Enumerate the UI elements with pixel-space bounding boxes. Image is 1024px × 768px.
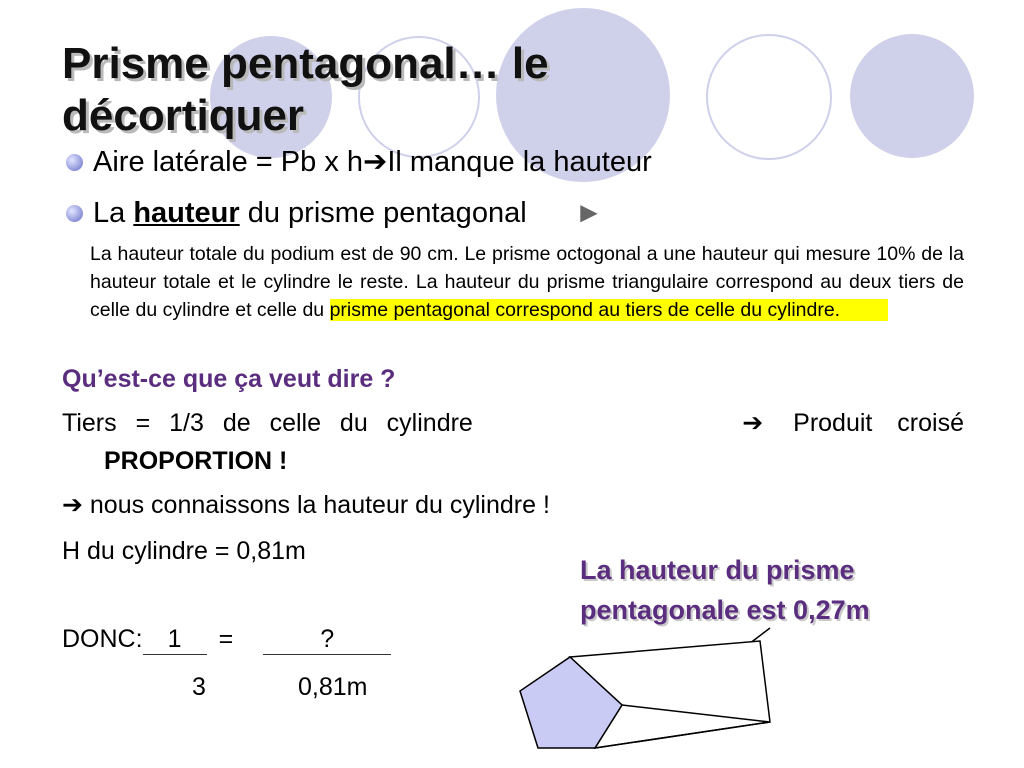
donc-label: DONC:	[62, 625, 143, 653]
proportion-label: PROPORTION !	[104, 447, 288, 475]
question-heading: Qu’est-ce que ça veut dire ?	[62, 365, 396, 393]
bullet-hauteur-bold: hauteur	[133, 197, 240, 229]
arrow-icon: ➔	[742, 409, 764, 437]
numerator-2: ?	[263, 624, 391, 655]
callout-line-2: pentagonale est 0,27m	[580, 595, 870, 625]
bullet-hauteur-post: du prisme pentagonal	[239, 197, 527, 229]
equals-sign: =	[218, 625, 234, 653]
denominator-1: 3	[192, 673, 206, 701]
arrow-icon: ➔	[62, 491, 83, 519]
tiers-text: Tiers = 1/3 de celle du cylindre	[62, 409, 473, 437]
arrow-icon: ➔	[363, 146, 388, 178]
denominator-2: 0,81m	[298, 673, 368, 701]
bullet-hauteur-pre: La	[93, 197, 134, 229]
paragraph-text: La hauteur totale du podium est de 90 cm. Le prisme octogonal a une hauteur qui mesure 10% de la hauteur totale et le cylindre le reste. La hauteur du prisme triangulaire correspond au deux tiers de celle du cylindre et celle du	[90, 243, 964, 321]
produit-croise: Produit croisé	[793, 409, 964, 437]
bullet-aire-text: Aire latérale = Pb x h	[93, 146, 364, 178]
play-icon[interactable]: ►	[574, 197, 604, 229]
callout-line-1: La hauteur du prisme	[580, 555, 855, 585]
numerator-1: 1	[143, 624, 207, 655]
bullet-aire-post: Il manque la hauteur	[387, 146, 652, 178]
nous-text: nous connaissons la hauteur du cylindre !	[82, 491, 550, 519]
paragraph-highlight: prisme pentagonal correspond au tiers de celle du cylindre.	[330, 299, 889, 321]
h-cylindre-line: H du cylindre = 0,81m	[62, 537, 306, 565]
slide-title: Prisme pentagonal… le décortiquer	[62, 39, 549, 140]
